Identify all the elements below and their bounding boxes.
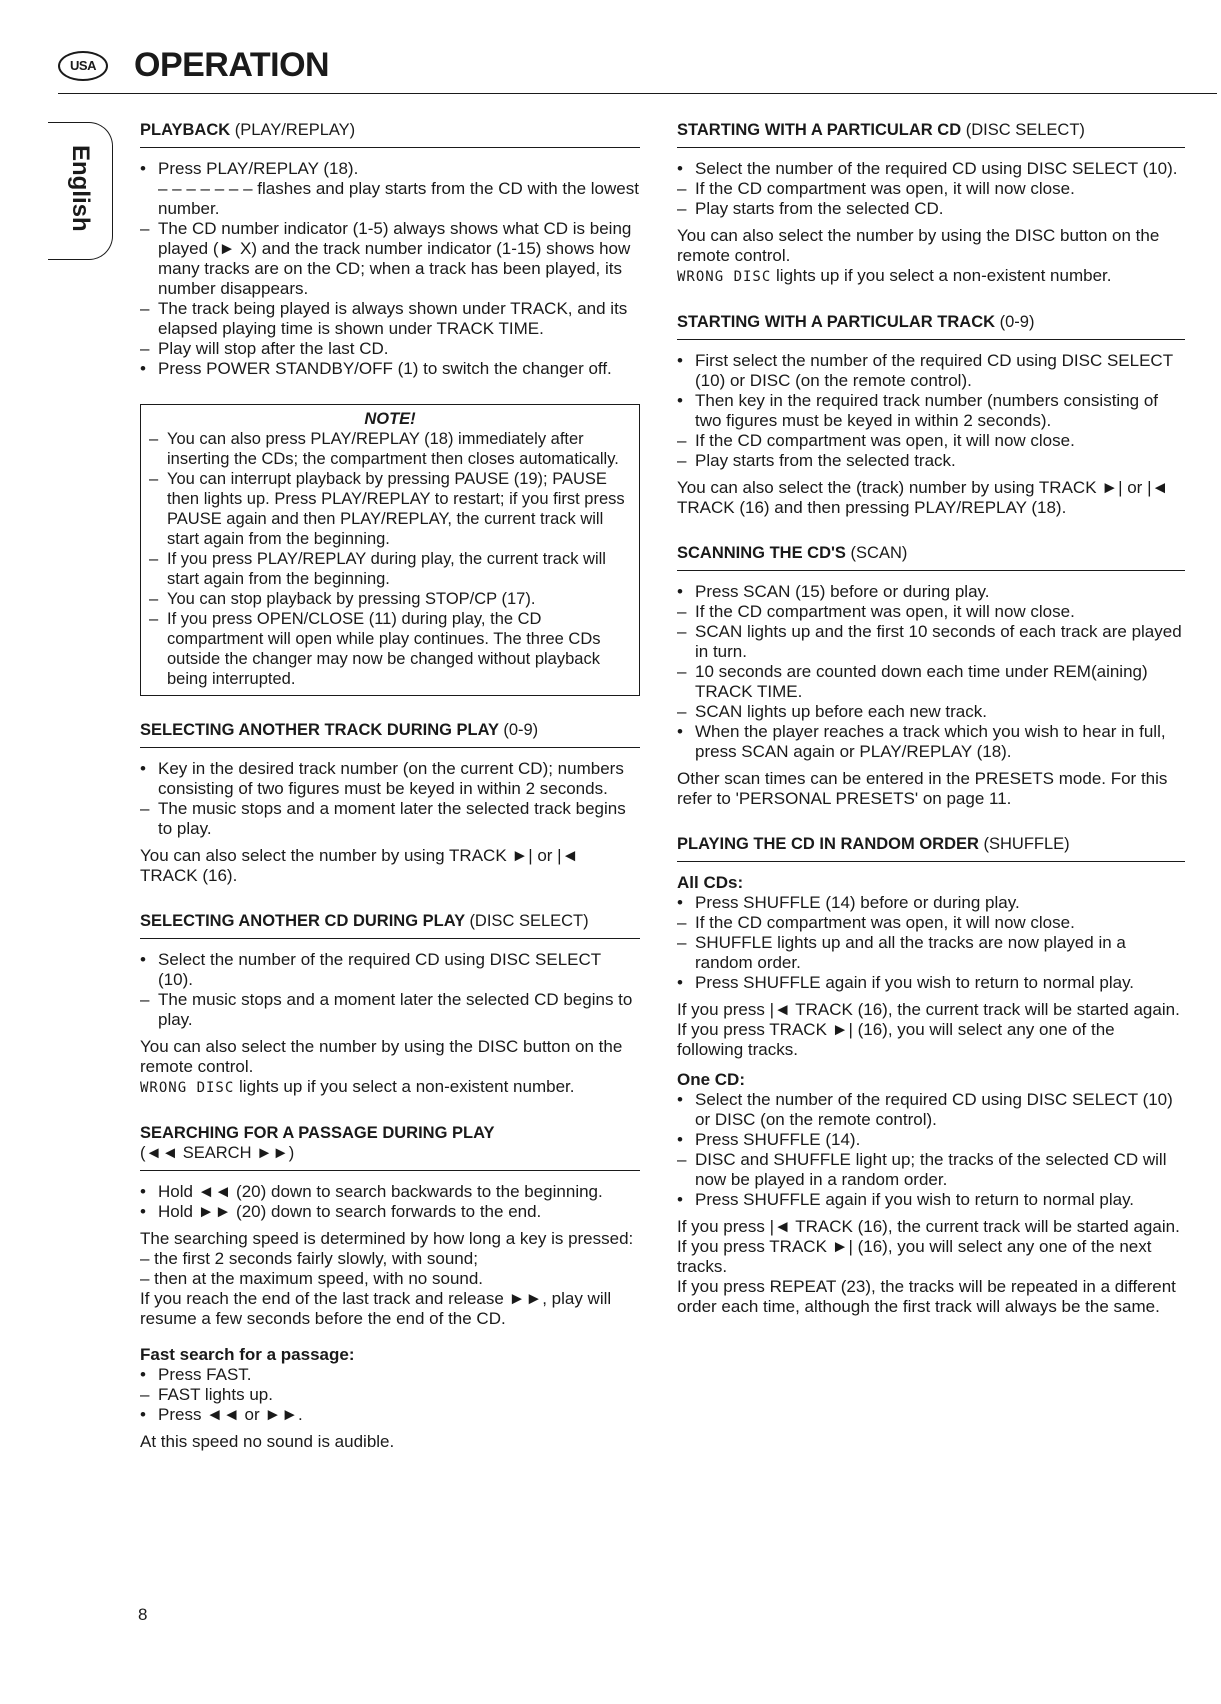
item-list xyxy=(677,1090,1185,1210)
list-item-text: First select the number of the required CD using DISC SELECT (10) or DISC (on the remote control). xyxy=(695,351,1173,390)
list-item xyxy=(677,893,1185,913)
section-title: STARTING WITH A PARTICULAR TRACK (0-9) xyxy=(677,312,1185,340)
bullet-marker: – xyxy=(149,470,159,488)
paragraph: You can also select the number by using TRACK ►| or |◄ TRACK (16). xyxy=(140,846,579,885)
section-start-track xyxy=(677,312,1185,518)
section-title: PLAYING THE CD IN RANDOM ORDER (SHUFFLE) xyxy=(677,834,1185,862)
list-item-text: Press POWER STANDBY/OFF (1) to switch the changer off. xyxy=(158,359,612,378)
list-item xyxy=(677,973,1185,993)
list-item xyxy=(140,1405,640,1425)
list-item-text: Select the number of the required CD using DISC SELECT (10) or DISC (on the remote control). xyxy=(695,1090,1173,1129)
bullet-marker: – xyxy=(677,431,687,450)
list-item-text: Select the number of the required CD using DISC SELECT (10). xyxy=(695,159,1178,178)
page-number: 8 xyxy=(138,1605,148,1624)
list-item xyxy=(677,662,1185,702)
list-item-text: Press SHUFFLE (14) before or during play. xyxy=(695,893,1020,912)
list-item xyxy=(677,702,1185,722)
list-item xyxy=(677,602,1185,622)
list-item xyxy=(140,1202,640,1222)
list-item-text: DISC and SHUFFLE light up; the tracks of the selected CD will now be played in a random order. xyxy=(695,1150,1167,1189)
list-item-text: Play will stop after the last CD. xyxy=(158,339,389,358)
list-item xyxy=(677,199,1185,219)
list-item xyxy=(677,1190,1185,1210)
subheading: One CD: xyxy=(677,1070,745,1089)
paragraph: If you reach the end of the last track and release ►►, play will resume a few seconds before the end of the CD. xyxy=(140,1289,612,1328)
bullet-marker: – xyxy=(140,339,150,358)
item-list xyxy=(149,429,631,689)
list-item xyxy=(677,1090,1185,1130)
paragraph: – the first 2 seconds fairly slowly, with sound; xyxy=(140,1249,478,1268)
bullet-marker: – xyxy=(149,610,159,628)
bullet-marker: • xyxy=(677,893,683,912)
list-item-text: FAST lights up. xyxy=(158,1385,273,1404)
list-item xyxy=(149,609,631,689)
list-item-text: If you press PLAY/REPLAY during play, the current track will start again from the beginning. xyxy=(167,550,606,588)
bullet-marker: – xyxy=(149,550,159,568)
list-item xyxy=(140,1365,640,1385)
list-item xyxy=(140,799,640,839)
paragraph: If you press TRACK ►| (16), you will select any one of the following tracks. xyxy=(677,1020,1115,1059)
bullet-marker: • xyxy=(140,359,146,378)
list-item xyxy=(149,549,631,589)
list-item xyxy=(149,469,631,549)
list-item xyxy=(140,1182,640,1202)
list-item xyxy=(140,339,640,359)
bullet-marker: – xyxy=(677,602,687,621)
note-title: NOTE! xyxy=(364,410,416,428)
paragraph: – then at the maximum speed, with no sound. xyxy=(140,1269,484,1288)
bullet-marker: • xyxy=(140,1202,146,1221)
item-list xyxy=(677,351,1185,471)
list-item-text: Press ◄◄ or ►►. xyxy=(158,1405,303,1424)
paragraph: At this speed no sound is audible. xyxy=(140,1432,395,1451)
paragraph: If you press |◄ TRACK (16), the current track will be started again. xyxy=(677,1217,1180,1236)
list-item-text: SCAN lights up and the first 10 seconds of each track are played in turn. xyxy=(695,622,1182,661)
paragraph: You can also select the number by using the DISC button on the remote control. xyxy=(140,1037,623,1076)
paragraph: WRONG DISC lights up if you select a non-existent number. xyxy=(140,1077,575,1096)
language-tab xyxy=(48,122,113,260)
paragraph: If you press REPEAT (23), the tracks will be repeated in a different order each time, although the first track will always be the same. xyxy=(677,1277,1176,1316)
list-item-text: If the CD compartment was open, it will now close. xyxy=(695,431,1075,450)
section-scan xyxy=(677,543,1185,809)
list-item-text: The track being played is always shown under TRACK, and its elapsed playing time is shown under TRACK TIME. xyxy=(158,299,628,338)
list-item-text: Hold ◄◄ (20) down to search backwards to the beginning. xyxy=(158,1182,603,1201)
item-list xyxy=(140,159,640,379)
bullet-marker: • xyxy=(677,159,683,178)
bullet-marker: – xyxy=(677,702,687,721)
language-label: English xyxy=(67,145,94,232)
bullet-marker: – xyxy=(140,1385,150,1404)
bullet-marker: • xyxy=(677,391,683,410)
list-item-text: The music stops and a moment later the selected CD begins to play. xyxy=(158,990,633,1029)
paragraph: You can also select the number by using the DISC button on the remote control. xyxy=(677,226,1160,265)
list-item-text: You can stop playback by pressing STOP/CP (17). xyxy=(167,590,536,608)
subheading: All CDs: xyxy=(677,873,744,892)
section-title: PLAYBACK (PLAY/REPLAY) xyxy=(140,120,640,148)
bullet-marker: – xyxy=(140,299,150,318)
section-title: SCANNING THE CD'S (SCAN) xyxy=(677,543,1185,571)
bullet-marker: • xyxy=(140,1182,146,1201)
paragraph: If you press |◄ TRACK (16), the current track will be started again. xyxy=(677,1000,1180,1019)
list-item xyxy=(677,1130,1185,1150)
bullet-marker: – xyxy=(677,662,687,681)
list-item-text: You can also press PLAY/REPLAY (18) immediately after inserting the CDs; the compartment then closes automatically. xyxy=(167,430,619,468)
list-item xyxy=(677,351,1185,391)
bullet-marker: – xyxy=(140,219,150,238)
paragraph: If you press TRACK ►| (16), you will select any one of the next tracks. xyxy=(677,1237,1152,1276)
list-item-text: – – – – – – – flashes and play starts from the CD with the lowest number. xyxy=(158,179,639,218)
list-item xyxy=(677,179,1185,199)
header-rule xyxy=(58,93,1217,94)
list-item-text: Play starts from the selected track. xyxy=(695,451,956,470)
list-item xyxy=(140,1385,640,1405)
list-item xyxy=(677,159,1185,179)
list-item-text: If the CD compartment was open, it will now close. xyxy=(695,179,1075,198)
list-item xyxy=(677,391,1185,431)
bullet-marker: • xyxy=(140,159,146,178)
list-item-text: Select the number of the required CD using DISC SELECT (10). xyxy=(158,950,601,989)
list-item-text: SHUFFLE lights up and all the tracks are now played in a random order. xyxy=(695,933,1126,972)
bullet-marker: – xyxy=(140,799,150,818)
list-item-text: You can interrupt playback by pressing PAUSE (19); PAUSE then lights up. Press PLAY/REPLAY to restart; if you first press PAUSE again and then PLAY/REPLAY, the current track will start again from the beginning. xyxy=(167,470,625,548)
section-start-cd xyxy=(677,120,1185,287)
bullet-marker: • xyxy=(677,1190,683,1209)
bullet-marker: • xyxy=(677,582,683,601)
list-item-text: If you press OPEN/CLOSE (11) during play, the CD compartment will open while play continues. The three CDs outside the changer may now be changed without playback being interrupted. xyxy=(167,610,601,688)
item-list xyxy=(677,159,1185,219)
list-item-text: Play starts from the selected CD. xyxy=(695,199,944,218)
lcd-display-text: WRONG DISC xyxy=(677,269,772,285)
bullet-marker: – xyxy=(677,933,687,952)
bullet-marker: – xyxy=(677,451,687,470)
paragraph: Other scan times can be entered in the PRESETS mode. For this refer to 'PERSONAL PRESETS' on page 11. xyxy=(677,769,1168,808)
bullet-marker: – xyxy=(677,1150,687,1169)
item-list xyxy=(140,759,640,839)
list-item xyxy=(140,159,640,179)
left-column xyxy=(140,120,640,1477)
list-item-text: Press SCAN (15) before or during play. xyxy=(695,582,990,601)
bullet-marker: – xyxy=(677,622,687,641)
list-item xyxy=(677,933,1185,973)
section-playback xyxy=(140,120,640,379)
item-list xyxy=(677,893,1185,993)
list-item xyxy=(140,759,640,799)
bullet-marker: • xyxy=(677,722,683,741)
list-item-text: SCAN lights up before each new track. xyxy=(695,702,987,721)
paragraph: WRONG DISC lights up if you select a non-existent number. xyxy=(677,266,1112,285)
list-item-text: Press SHUFFLE again if you wish to return to normal play. xyxy=(695,1190,1135,1209)
paragraph: You can also select the (track) number by using TRACK ►| or |◄ TRACK (16) and then pressing PLAY/REPLAY (18). xyxy=(677,478,1169,517)
list-item xyxy=(677,913,1185,933)
item-list xyxy=(140,950,640,1030)
list-item-text: Hold ►► (20) down to search forwards to the end. xyxy=(158,1202,542,1221)
section-title: SELECTING ANOTHER CD DURING PLAY (DISC SELECT) xyxy=(140,911,640,939)
bullet-marker: • xyxy=(677,351,683,370)
list-item-text: Key in the desired track number (on the current CD); numbers consisting of two figures must be keyed in within 2 seconds. xyxy=(158,759,624,798)
list-item-text: Press SHUFFLE again if you wish to return to normal play. xyxy=(695,973,1135,992)
section-title: SELECTING ANOTHER TRACK DURING PLAY (0-9) xyxy=(140,720,640,748)
list-item xyxy=(677,582,1185,602)
list-item xyxy=(677,1150,1185,1190)
bullet-marker: – xyxy=(149,590,159,608)
bullet-marker: • xyxy=(140,759,146,778)
list-item xyxy=(149,429,631,469)
usa-badge: USA xyxy=(58,51,108,81)
subheading: Fast search for a passage: xyxy=(140,1345,355,1364)
list-item xyxy=(140,299,640,339)
right-column xyxy=(677,120,1185,1342)
page-header xyxy=(58,46,329,85)
list-item-text: Press SHUFFLE (14). xyxy=(695,1130,861,1149)
item-list xyxy=(140,1182,640,1222)
section-shuffle xyxy=(677,834,1185,1317)
list-item-text: Press FAST. xyxy=(158,1365,252,1384)
list-item xyxy=(677,431,1185,451)
section-title: SEARCHING FOR A PASSAGE DURING PLAY (◄◄ SEARCH ►►) xyxy=(140,1123,640,1171)
bullet-marker: • xyxy=(140,1365,146,1384)
section-search xyxy=(140,1123,640,1452)
item-list xyxy=(677,582,1185,762)
bullet-marker: • xyxy=(677,1130,683,1149)
item-list xyxy=(140,1365,640,1425)
list-item xyxy=(140,990,640,1030)
list-item xyxy=(140,179,640,219)
bullet-marker: • xyxy=(677,973,683,992)
list-item-text: Then key in the required track number (numbers consisting of two figures must be keyed in within 2 seconds). xyxy=(695,391,1159,430)
section-select-track xyxy=(140,720,640,886)
list-item-text: If the CD compartment was open, it will now close. xyxy=(695,913,1075,932)
page-title: OPERATION xyxy=(134,46,330,84)
list-item xyxy=(140,950,640,990)
note-box xyxy=(140,404,640,696)
bullet-marker: – xyxy=(140,990,150,1009)
list-item xyxy=(677,451,1185,471)
list-item-text: If the CD compartment was open, it will now close. xyxy=(695,602,1075,621)
paragraph: The searching speed is determined by how long a key is pressed: xyxy=(140,1229,634,1248)
bullet-marker: • xyxy=(677,1090,683,1109)
bullet-marker: • xyxy=(140,1405,146,1424)
bullet-marker: • xyxy=(140,950,146,969)
list-item xyxy=(677,722,1185,762)
list-item-text: The music stops and a moment later the selected track begins to play. xyxy=(158,799,626,838)
list-item-text: Press PLAY/REPLAY (18). xyxy=(158,159,359,178)
bullet-marker: – xyxy=(149,430,159,448)
section-select-cd xyxy=(140,911,640,1098)
bullet-marker: – xyxy=(677,913,687,932)
list-item xyxy=(677,622,1185,662)
list-item xyxy=(140,359,640,379)
section-title: STARTING WITH A PARTICULAR CD (DISC SELECT) xyxy=(677,120,1185,148)
list-item xyxy=(149,589,631,609)
bullet-marker: – xyxy=(677,199,687,218)
lcd-display-text: WRONG DISC xyxy=(140,1080,235,1096)
list-item-text: When the player reaches a track which you wish to hear in full, press SCAN again or PLAY/REPLAY (18). xyxy=(695,722,1166,761)
list-item-text: The CD number indicator (1-5) always shows what CD is being played (► X) and the track number indicator (1-15) shows how many tracks are on the CD; when a track has been played, its number disappears. xyxy=(158,219,632,298)
list-item-text: 10 seconds are counted down each time under REM(aining) TRACK TIME. xyxy=(695,662,1148,701)
list-item xyxy=(140,219,640,299)
bullet-marker: – xyxy=(677,179,687,198)
